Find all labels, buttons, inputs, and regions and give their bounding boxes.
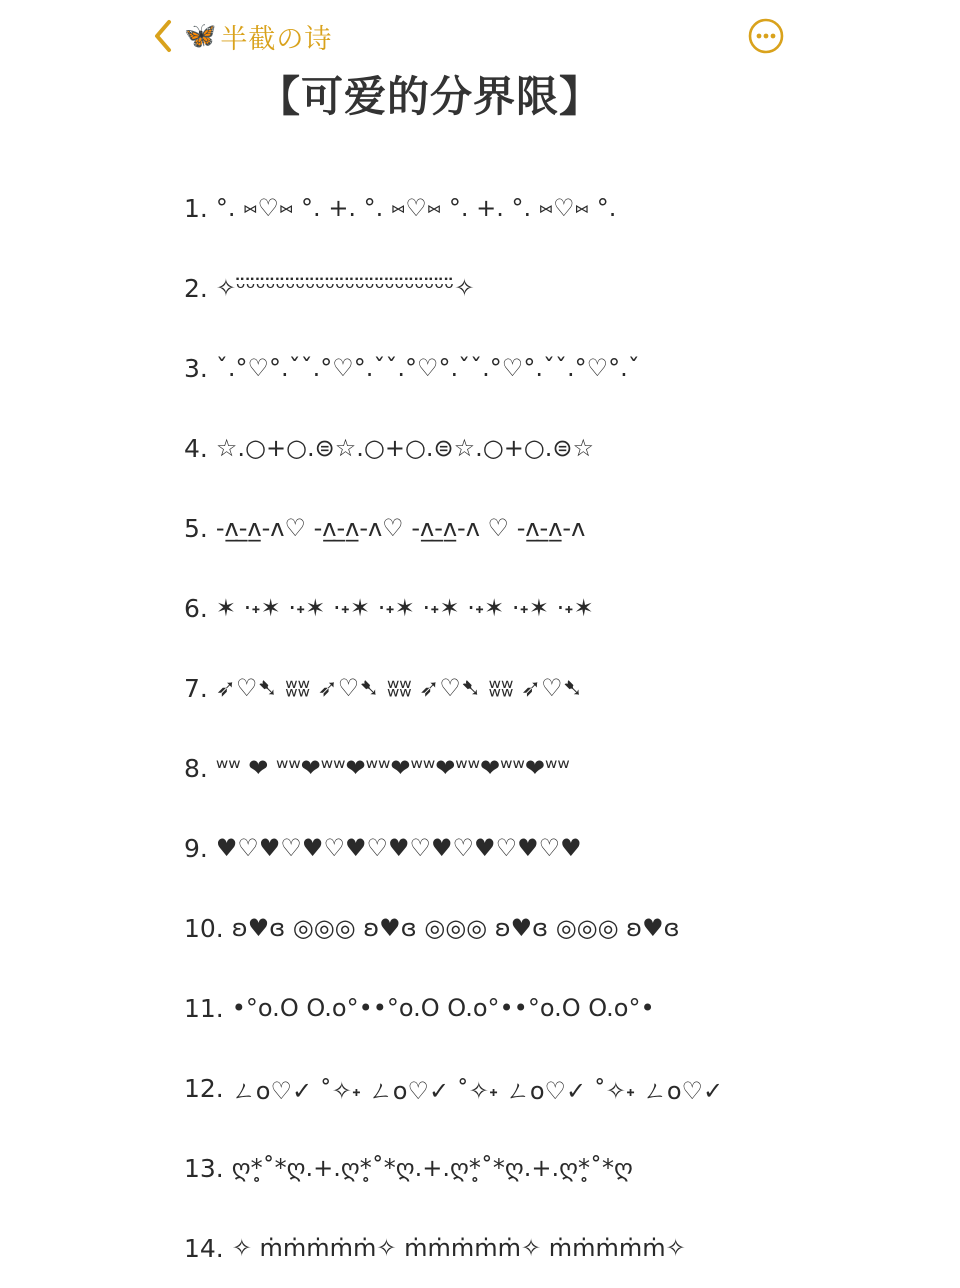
back-button[interactable] (152, 16, 332, 56)
list-item (184, 568, 904, 648)
item-number: 9. (184, 833, 208, 863)
divider-text: ✧ᵕ̈ᵕ̈ᵕ̈ᵕ̈ᵕ̈ᵕ̈ᵕ̈ᵕ̈ᵕ̈ᵕ̈ᵕ̈ᵕ̈ᵕ̈ᵕ̈ᵕ̈ᵕ̈ᵕ̈ᵕ̈ᵕ̈ᵕ̈ᵕ̈ᵕ̈✧ (215, 274, 475, 302)
chevron-left-icon (152, 19, 174, 53)
author-name[interactable]: 半截の诗 (220, 23, 333, 55)
more-horizontal-icon (748, 18, 784, 54)
item-number: 4. (184, 433, 208, 463)
divider-text: ✧ ṁṁṁṁṁ✧ ṁṁṁṁṁ✧ ṁṁṁṁṁ✧ (231, 1234, 686, 1262)
list-item (184, 1048, 904, 1128)
divider-text: ღ*̥˚*ღ.+.ღ*̥˚*ღ.+.ღ*̥˚*ღ.+.ღ*̥˚*ღ (231, 1154, 633, 1182)
divider-text: •°o.O O.o°••°o.O O.o°••°o.O O.o°• (231, 994, 655, 1022)
list-item (184, 328, 904, 408)
list-item (184, 648, 904, 728)
butterfly-icon: 🦋 (184, 21, 217, 51)
divider-text: ☆.○+○.⊜☆.○+○.⊜☆.○+○.⊜☆ (215, 434, 594, 462)
item-number: 13. (184, 1153, 224, 1183)
list-item (184, 728, 904, 808)
item-number: 10. (184, 913, 224, 943)
item-number: 12. (184, 1073, 224, 1103)
item-number: 7. (184, 673, 208, 703)
list-item (184, 808, 904, 888)
divider-text: ʚ♥ɞ ◎◎◎ ʚ♥ɞ ◎◎◎ ʚ♥ɞ ◎◎◎ ʚ♥ɞ (231, 914, 680, 942)
page-title: 【可爱的分界限】 (257, 72, 602, 121)
item-number: 6. (184, 593, 208, 623)
list-item (184, 488, 904, 568)
list-item (184, 1208, 904, 1288)
item-number: 14. (184, 1233, 224, 1263)
item-number: 8. (184, 753, 208, 783)
item-number: 1. (184, 193, 208, 223)
divider-text: -ʌ̲-̲ʌ̲-ʌ♡ -ʌ̲-̲ʌ̲-ʌ♡ -ʌ̲-̲ʌ̲-ʌ ♡ -ʌ̲-̲ʌ̲-ʌ (215, 514, 586, 542)
list-item (184, 168, 904, 248)
divider-text: ʷʷ ❤ ʷʷ❤ʷʷ❤ʷʷ❤ʷʷ❤ʷʷ❤ʷʷ❤ʷʷ (215, 754, 570, 782)
list-item (184, 968, 904, 1048)
navigation-bar (0, 0, 960, 72)
list-item (184, 1128, 904, 1208)
more-button[interactable] (748, 18, 784, 54)
item-number: 3. (184, 353, 208, 383)
divider-text: ➶♡➷ ʬʬ ➶♡➷ ʬʬ ➶♡➷ ʬʬ ➶♡➷ (215, 674, 583, 702)
divider-text: °. ⑅♡⑅ °. +. °. ⑅♡⑅ °. +. °. ⑅♡⑅ °. (215, 194, 617, 222)
item-number: 11. (184, 993, 224, 1023)
divider-text: ✶ ·˖✶ ·˖✶ ·˖✶ ·˖✶ ·˖✶ ·˖✶ ·˖✶ ·˖✶ (215, 594, 594, 622)
item-number: 2. (184, 273, 208, 303)
list-item (184, 888, 904, 968)
divider-text: ♥♡♥♡♥♡♥♡♥♡♥♡♥♡♥♡♥ (215, 834, 582, 862)
list-item (184, 248, 904, 328)
item-number: 5. (184, 513, 208, 543)
list-item (184, 408, 904, 488)
divider-text: ㄥo♡✓ ˚✧˖ ㄥo♡✓ ˚✧˖ ㄥo♡✓ ˚✧˖ ㄥo♡✓ (231, 1076, 724, 1105)
divider-list (184, 168, 904, 1288)
divider-text: ˇ.°♡°.ˇˇ.°♡°.ˇˇ.°♡°.ˇˇ.°♡°.ˇˇ.°♡°.ˇ (215, 354, 640, 382)
